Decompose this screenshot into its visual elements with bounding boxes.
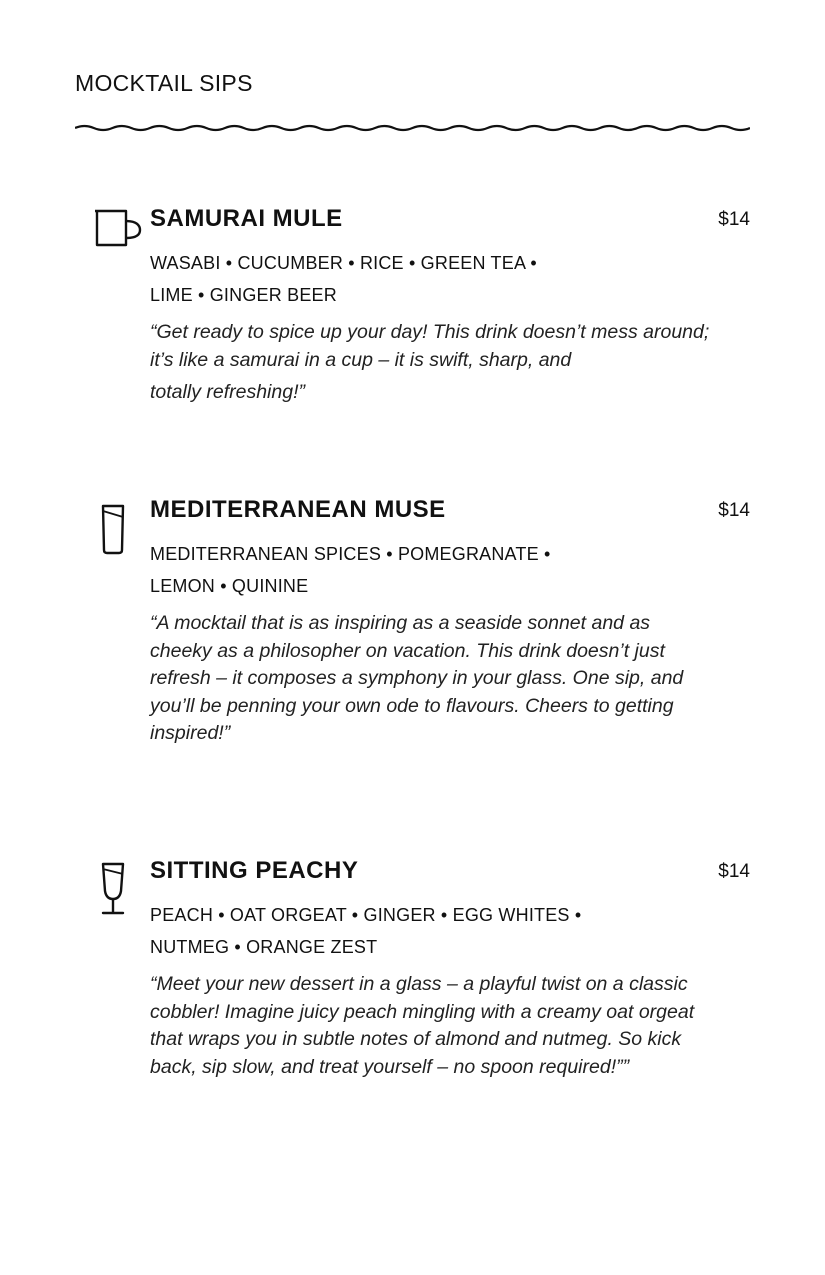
- description-line: that wraps you in subtle notes of almond and nutmeg. So kick: [150, 1028, 682, 1050]
- description-line: you’ll be penning your own ode to flavours. Cheers to getting: [150, 694, 674, 717]
- description-line: “A mocktail that is as inspiring as a seaside sonnet and as: [150, 612, 651, 634]
- item-name: MEDITERRANEAN MUSE: [150, 496, 446, 523]
- item-price: $14: [718, 861, 750, 882]
- wavy-divider: [75, 118, 750, 138]
- description-line: cheeky as a philosopher on vacation. This drink doesn’t just: [150, 639, 665, 662]
- item-price: $14: [718, 209, 750, 230]
- description-line: totally refreshing!”: [150, 381, 305, 403]
- ingredients-line: WASABI • CUCUMBER • RICE • GREEN TEA •: [150, 253, 537, 273]
- ingredients-line: NUTMEG • ORANGE ZEST: [150, 937, 378, 957]
- description-line: cobbler! Imagine juicy peach mingling with a creamy oat orgeat: [150, 1000, 695, 1023]
- highball-glass-icon: [92, 502, 142, 562]
- item-description: [150, 971, 750, 1081]
- ingredients-line: PEACH • OAT ORGEAT • GINGER • EGG WHITES •: [150, 905, 582, 925]
- item-price: $14: [718, 500, 750, 521]
- item-description: [150, 319, 750, 407]
- item-name: SAMURAI MULE: [150, 205, 343, 232]
- item-ingredients: [150, 538, 630, 602]
- item-name: SITTING PEACHY: [150, 857, 359, 884]
- description-line: refresh – it composes a symphony in your glass. One sip, and: [150, 667, 684, 689]
- ingredients-line: MEDITERRANEAN SPICES • POMEGRANATE •: [150, 544, 551, 564]
- item-description: [150, 610, 750, 748]
- stemmed-glass-icon: [92, 861, 142, 921]
- section-title: MOCKTAIL SIPS: [75, 70, 253, 96]
- description-line: “Get ready to spice up your day! This drink doesn’t mess around;: [150, 321, 710, 343]
- mug-icon: [92, 207, 142, 267]
- item-ingredients: [150, 899, 630, 963]
- description-line: back, sip slow, and treat yourself – no spoon required!””: [150, 1055, 630, 1078]
- item-ingredients: [150, 247, 630, 311]
- description-line: “Meet your new dessert in a glass – a playful twist on a classic: [150, 973, 688, 995]
- description-line: it’s like a samurai in a cup – it is swift, sharp, and: [150, 348, 572, 371]
- ingredients-line: LIME • GINGER BEER: [150, 285, 337, 305]
- ingredients-line: LEMON • QUININE: [150, 576, 309, 596]
- description-line: inspired!”: [150, 722, 231, 744]
